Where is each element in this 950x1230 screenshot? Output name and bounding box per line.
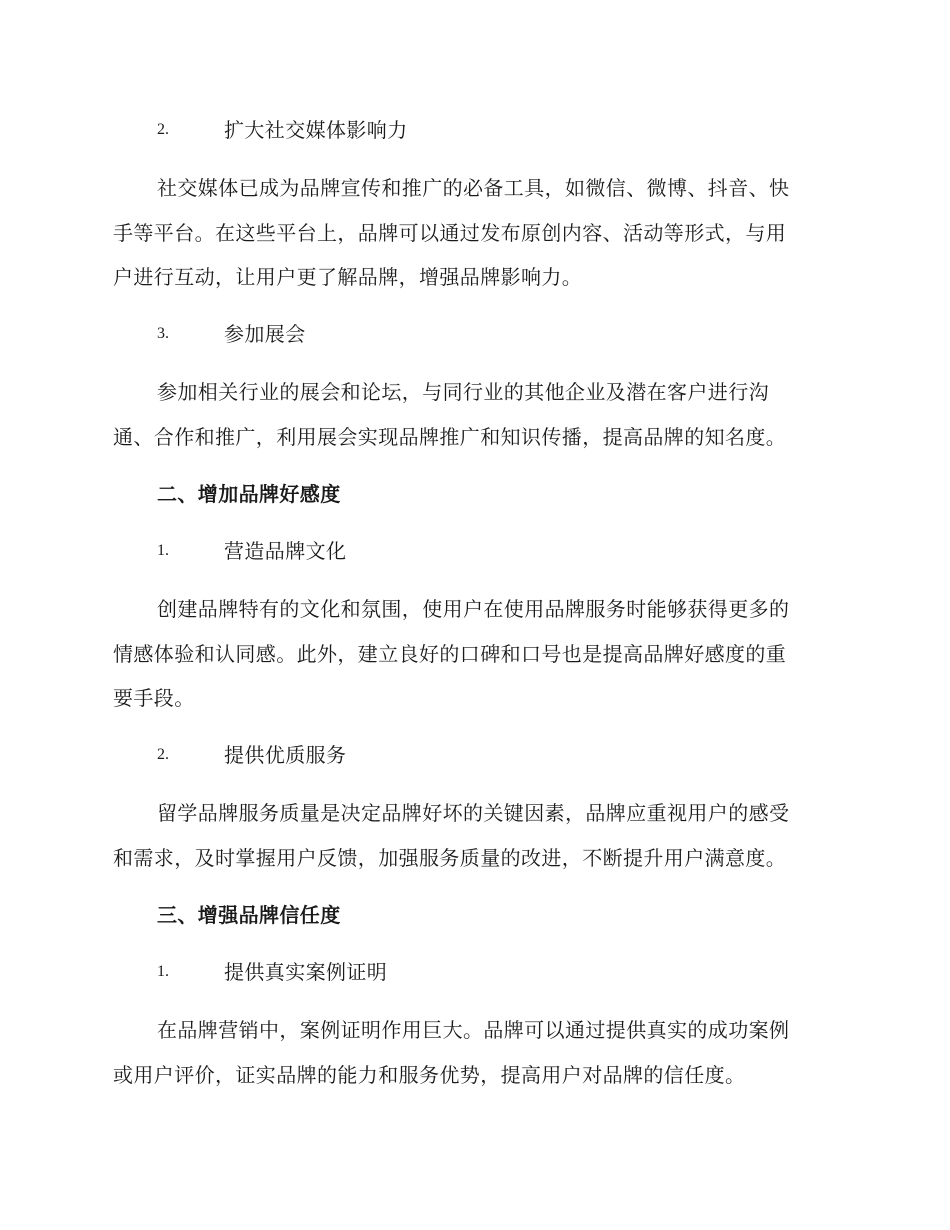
list-number: 3. [157,325,169,342]
paragraph-line: 手等平台。在这些平台上，品牌可以通过发布原创内容、活动等形式，与用 [113,221,787,245]
paragraph-line: 通、合作和推广，利用展会实现品牌推广和知识传播，提高品牌的知名度。 [113,425,787,449]
list-item-title: 提供优质服务 [224,743,347,767]
list-item-title: 参加展会 [224,322,306,346]
paragraph-line: 在品牌营销中，案例证明作用巨大。品牌可以通过提供真实的成功案例 [157,1018,790,1042]
list-number: 1. [157,963,169,980]
paragraph-line: 和需求，及时掌握用户反馈，加强服务质量的改进，不断提升用户满意度。 [113,846,787,870]
list-item-title: 提供真实案例证明 [224,960,388,984]
paragraph-line: 参加相关行业的展会和论坛，与同行业的其他企业及潜在客户进行沟 [157,380,769,404]
paragraph-line: 情感体验和认同感。此外，建立良好的口碑和口号也是提高品牌好感度的重 [113,642,787,666]
section-heading: 三、增强品牌信任度 [157,903,341,927]
list-number: 2. [157,121,169,138]
paragraph-line: 社交媒体已成为品牌宣传和推广的必备工具，如微信、微博、抖音、快 [157,176,790,200]
list-number: 2. [157,746,169,763]
paragraph-line: 留学品牌服务质量是决定品牌好坏的关键因素，品牌应重视用户的感受 [157,801,790,825]
paragraph-line: 户进行互动，让用户更了解品牌，增强品牌影响力。 [113,265,583,289]
paragraph-line: 或用户评价，证实品牌的能力和服务优势，提高用户对品牌的信任度。 [113,1063,746,1087]
list-item-title: 营造品牌文化 [224,539,347,563]
paragraph-line: 创建品牌特有的文化和氛围，使用户在使用品牌服务时能够获得更多的 [157,597,790,621]
list-number: 1. [157,542,169,559]
section-heading: 二、增加品牌好感度 [157,482,341,506]
list-item-title: 扩大社交媒体影响力 [224,118,408,142]
paragraph-line: 要手段。 [113,686,195,710]
